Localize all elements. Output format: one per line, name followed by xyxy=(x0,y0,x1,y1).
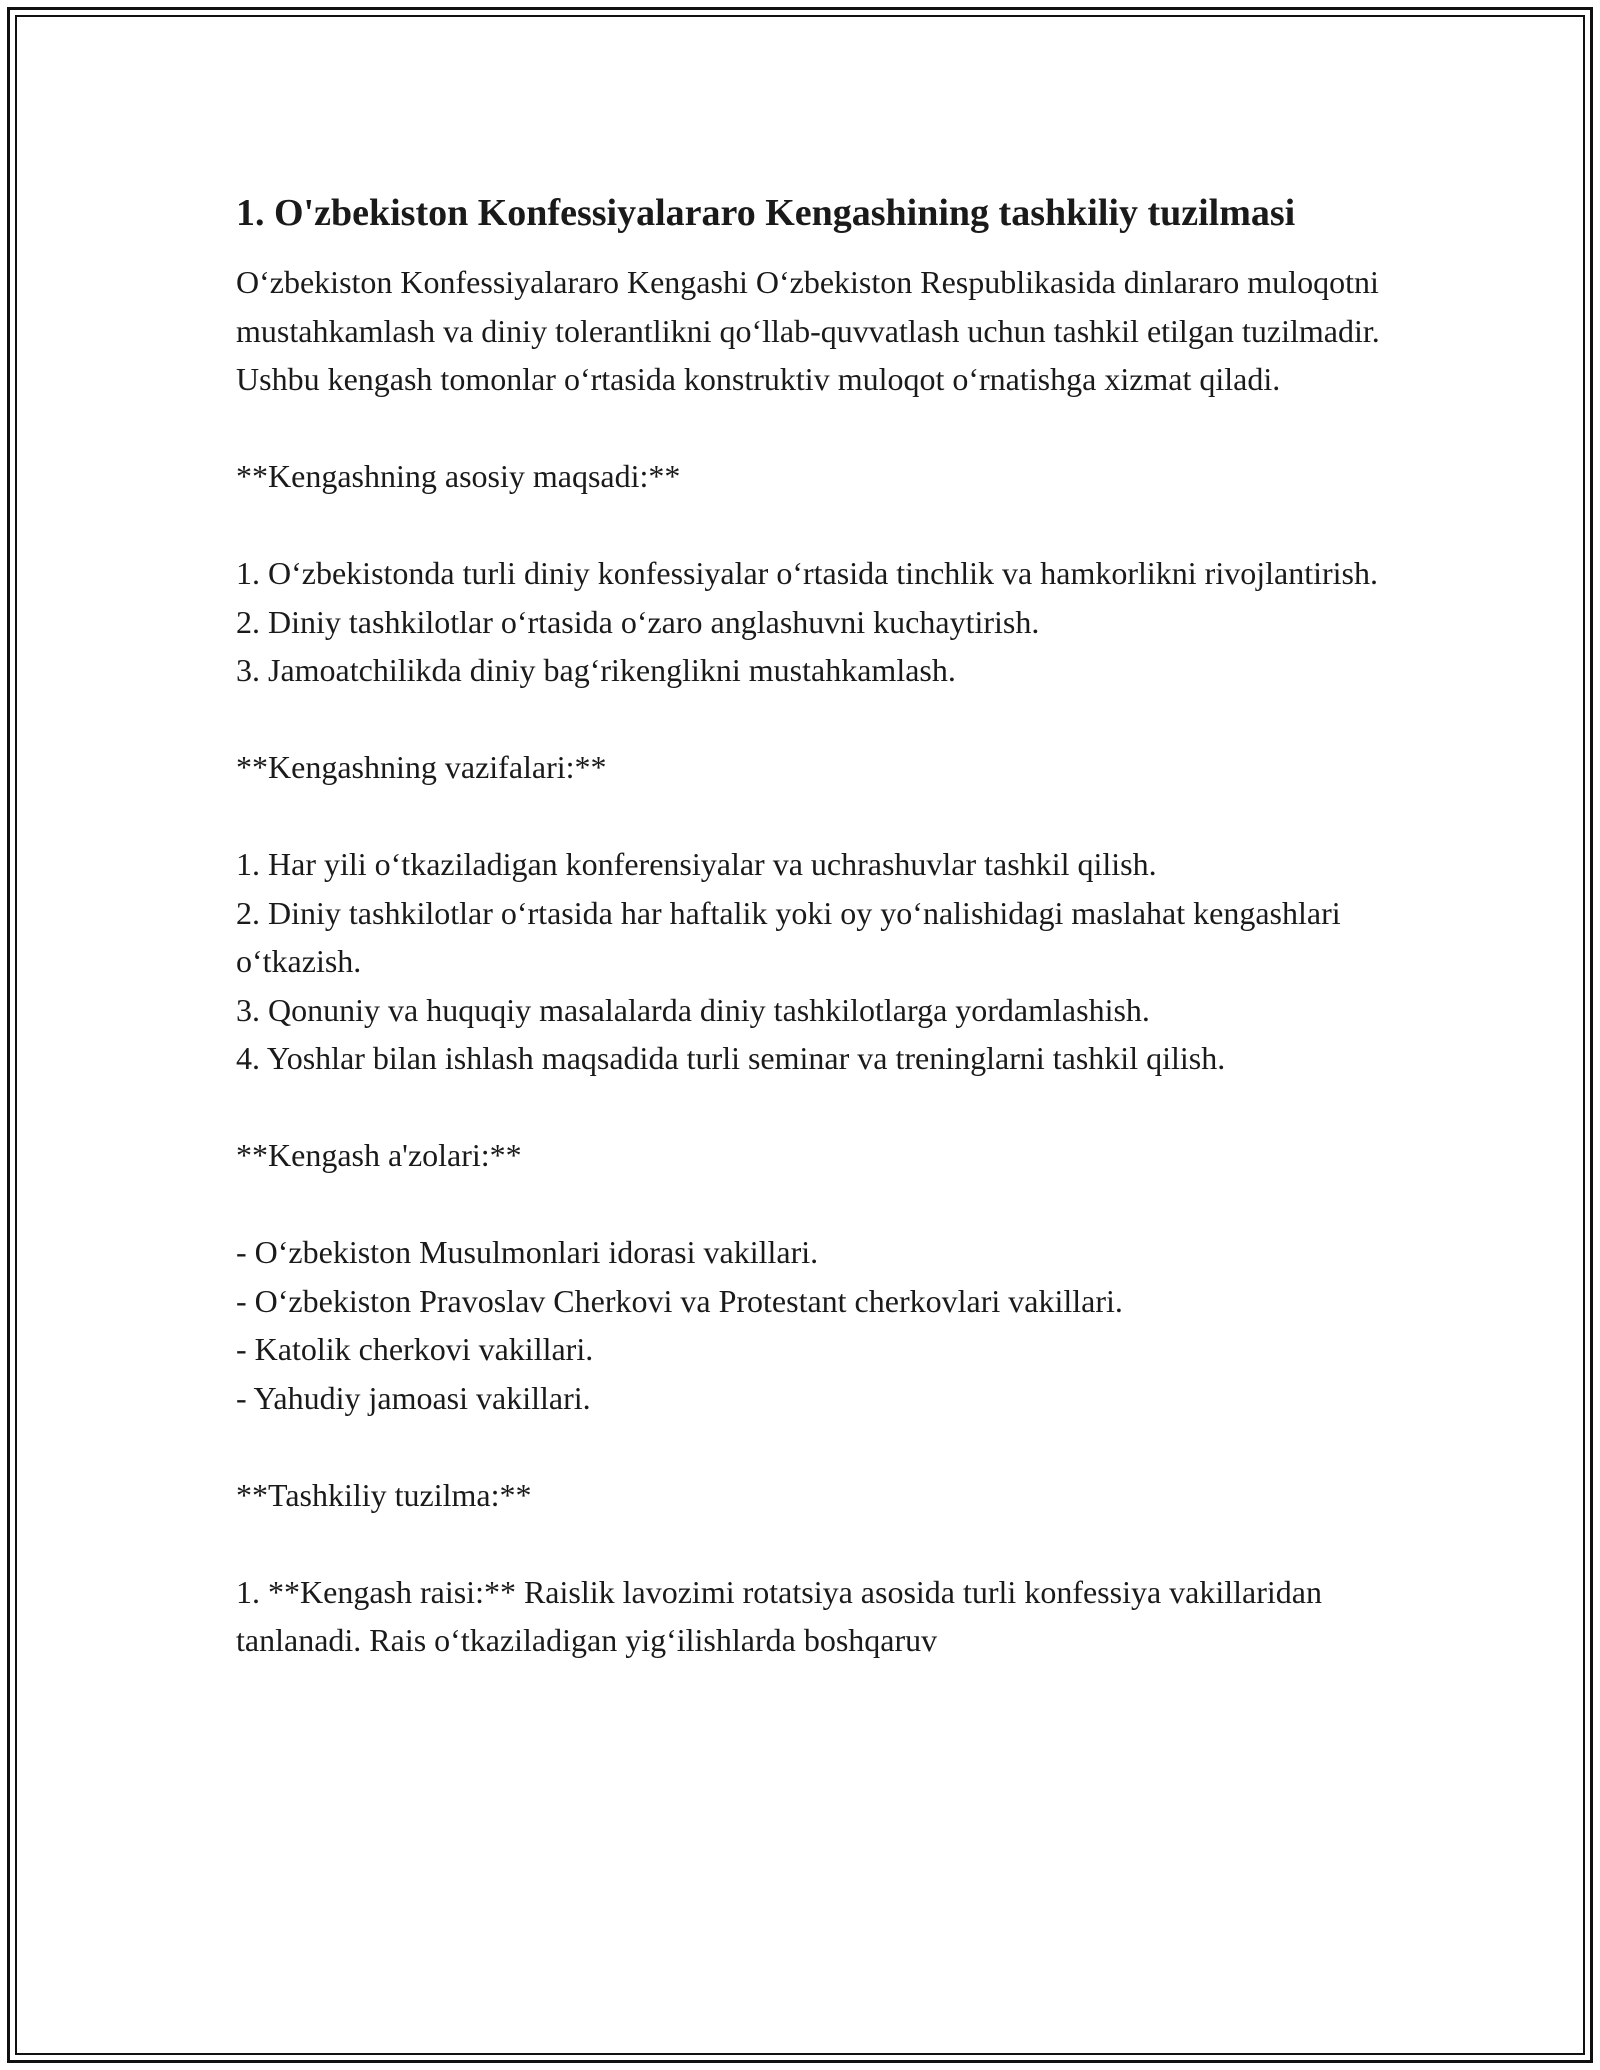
goal-item: 2. Diniy tashkilotlar o‘rtasida o‘zaro anglashuvni kuchaytirish. xyxy=(236,603,1040,640)
task-item: 3. Qonuniy va huquqiy masalalarda diniy tashkilotlarga yordamlashish. xyxy=(236,991,1150,1028)
goal-item: 1. O‘zbekistonda turli diniy konfessiyalar o‘rtasida tinchlik va hamkorlikni rivojlantirish. xyxy=(236,555,1378,591)
spacer xyxy=(236,1422,1386,1471)
structure-heading: **Tashkiliy tuzilma:** xyxy=(236,1476,532,1513)
spacer xyxy=(236,1519,1386,1568)
document-title: 1. O'zbekiston Konfessiyalararo Kengashining tashkiliy tuzilmasi xyxy=(236,192,1296,234)
spacer xyxy=(236,501,1386,550)
member-item: - Yahudiy jamoasi vakillari. xyxy=(236,1379,591,1416)
goals-heading: **Kengashning asosiy maqsadi:** xyxy=(236,458,681,494)
goal-item: 3. Jamoatchilikda diniy bag‘rikenglikni mustahkamlash. xyxy=(236,652,956,688)
members-heading: **Kengash a'zolari:** xyxy=(236,1137,522,1173)
spacer xyxy=(236,792,1386,841)
intro-paragraph: O‘zbekiston Konfessiyalararo Kengashi O‘zbekiston Respublikasida dinlararo muloqotni mustahkamlash va diniy tolerantlikni qo‘llab-quvvatlash uchun tashkil etilgan tuzilmadir. Ushbu kengash tomonlar o‘rtasida konstruktiv muloqot o‘rnatishga xizmat qiladi. xyxy=(236,264,1380,397)
task-item: 4. Yoshlar bilan ishlash maqsadida turli seminar va treninglarni tashkil qilish. xyxy=(236,1040,1226,1076)
tasks-heading: **Kengashning vazifalari:** xyxy=(236,749,607,785)
member-item: - O‘zbekiston Musulmonlari idorasi vakillari. xyxy=(236,1234,819,1270)
document-body xyxy=(236,186,1386,1665)
task-item: 2. Diniy tashkilotlar o‘rtasida har haftalik yoki oy yo‘nalishidagi maslahat kengashlari o‘tkazish. xyxy=(236,894,1341,979)
spacer xyxy=(236,404,1386,453)
spacer xyxy=(236,1083,1386,1132)
structure-item: 1. **Kengash raisi:** Raislik lavozimi rotatsiya asosida turli konfessiya vakillaridan tanlanadi. Rais o‘tkaziladigan yig‘ilishlarda boshqaruv xyxy=(236,1573,1322,1658)
member-item: - O‘zbekiston Pravoslav Cherkovi va Protestant cherkovlari vakillari. xyxy=(236,1282,1123,1319)
member-item: - Katolik cherkovi vakillari. xyxy=(236,1331,594,1367)
task-item: 1. Har yili o‘tkaziladigan konferensiyalar va uchrashuvlar tashkil qilish. xyxy=(236,846,1157,882)
spacer xyxy=(236,1180,1386,1229)
spacer xyxy=(236,695,1386,744)
